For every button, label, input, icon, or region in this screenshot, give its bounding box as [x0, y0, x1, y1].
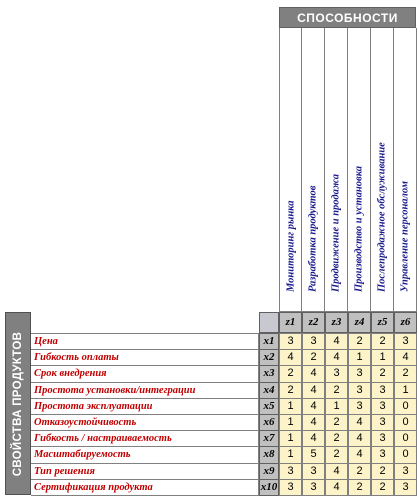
- value-cell: 2: [348, 333, 371, 350]
- value-cell: 4: [348, 446, 371, 463]
- value-cell: 0: [394, 430, 417, 447]
- property-label-x4: Простота установки/интеграции: [31, 382, 259, 399]
- capability-header-z5: [371, 28, 394, 312]
- value-cell: 4: [302, 382, 325, 399]
- value-cell: 2: [302, 349, 325, 366]
- property-code-x7: x7: [259, 430, 279, 447]
- value-cell: 2: [371, 333, 394, 350]
- property-code-x8: x8: [259, 446, 279, 463]
- value-cell: 1: [371, 349, 394, 366]
- properties-side-label: СВОЙСТВА ПРОДУКТОВ: [12, 331, 24, 476]
- property-label-x3: Срок внедрения: [31, 365, 259, 382]
- capability-label: Послепродажное обслуживание: [376, 142, 388, 292]
- value-cell: 4: [302, 398, 325, 415]
- value-cell: 4: [348, 430, 371, 447]
- capability-label: Мониторинг рынка: [285, 200, 296, 292]
- value-cell: 3: [279, 463, 302, 480]
- value-cell: 1: [394, 382, 417, 399]
- value-cell: 3: [371, 414, 394, 431]
- value-cell: 2: [394, 365, 417, 382]
- value-cell: 3: [279, 479, 302, 496]
- property-code-x6: x6: [259, 414, 279, 431]
- value-cell: 2: [348, 479, 371, 496]
- property-code-x1: x1: [259, 333, 279, 350]
- capability-label: Продвижение и продажа: [330, 174, 342, 292]
- property-label-x7: Гибкость / настраиваемость: [31, 430, 259, 447]
- property-code-x2: x2: [259, 349, 279, 366]
- capability-header-z6: [394, 28, 417, 312]
- value-cell: 4: [394, 349, 417, 366]
- properties-side-header: [5, 312, 31, 495]
- capability-label: Управление персоналом: [399, 181, 411, 292]
- capability-header-z4: [348, 28, 371, 312]
- property-code-x9: x9: [259, 463, 279, 480]
- capability-header-z2: [302, 28, 325, 312]
- property-label-x10: Сертификация продукта: [31, 479, 259, 496]
- value-cell: 3: [394, 479, 417, 496]
- property-label-x2: Гибкость оплаты: [31, 349, 259, 366]
- capability-code-z4: z4: [348, 312, 371, 333]
- value-cell: 3: [348, 382, 371, 399]
- value-cell: 0: [394, 414, 417, 431]
- capabilities-header: СПОСОБНОСТИ: [279, 7, 416, 28]
- value-cell: 3: [279, 333, 302, 350]
- value-cell: 2: [279, 365, 302, 382]
- value-cell: 3: [302, 479, 325, 496]
- value-cell: 4: [325, 463, 348, 480]
- property-label-x6: Отказоустойчивость: [31, 414, 259, 431]
- value-cell: 2: [371, 463, 394, 480]
- value-cell: 1: [279, 446, 302, 463]
- property-label-x9: Тип решения: [31, 463, 259, 480]
- value-cell: 3: [394, 463, 417, 480]
- value-cell: 2: [325, 446, 348, 463]
- value-cell: 2: [325, 430, 348, 447]
- value-cell: 3: [348, 365, 371, 382]
- value-cell: 3: [394, 333, 417, 350]
- capability-code-z5: z5: [371, 312, 394, 333]
- property-code-x10: x10: [259, 479, 279, 496]
- property-label-x8: Масштабируемость: [31, 446, 259, 463]
- value-cell: 2: [371, 365, 394, 382]
- value-cell: 1: [325, 398, 348, 415]
- value-cell: 3: [302, 463, 325, 480]
- value-cell: 3: [371, 382, 394, 399]
- value-cell: 2: [371, 479, 394, 496]
- value-cell: 3: [371, 430, 394, 447]
- value-cell: 3: [325, 365, 348, 382]
- property-code-x3: x3: [259, 365, 279, 382]
- value-cell: 1: [279, 398, 302, 415]
- value-cell: 4: [302, 365, 325, 382]
- value-cell: 3: [371, 398, 394, 415]
- capability-code-z2: z2: [302, 312, 325, 333]
- value-cell: 1: [279, 414, 302, 431]
- capability-code-z3: z3: [325, 312, 348, 333]
- value-cell: 0: [394, 398, 417, 415]
- capability-label: Производство и установка: [353, 165, 365, 292]
- property-code-x5: x5: [259, 398, 279, 415]
- value-cell: 4: [325, 333, 348, 350]
- value-cell: 4: [348, 414, 371, 431]
- value-cell: 1: [279, 430, 302, 447]
- value-cell: 2: [279, 382, 302, 399]
- capability-code-z6: z6: [394, 312, 417, 333]
- capability-header-z3: [325, 28, 348, 312]
- value-cell: 4: [325, 349, 348, 366]
- capability-label: Разработка продуктов: [307, 185, 319, 292]
- value-cell: 4: [302, 430, 325, 447]
- value-cell: 0: [394, 446, 417, 463]
- value-cell: 3: [302, 333, 325, 350]
- value-cell: 2: [348, 463, 371, 480]
- value-cell: 4: [279, 349, 302, 366]
- property-code-x4: x4: [259, 382, 279, 399]
- corner-cell: [259, 312, 279, 333]
- value-cell: 3: [348, 398, 371, 415]
- capability-code-z1: z1: [279, 312, 302, 333]
- value-cell: 4: [325, 479, 348, 496]
- value-cell: 2: [325, 382, 348, 399]
- value-cell: 4: [302, 414, 325, 431]
- value-cell: 5: [302, 446, 325, 463]
- value-cell: 1: [348, 349, 371, 366]
- property-label-x1: Цена: [31, 333, 259, 350]
- value-cell: 3: [371, 446, 394, 463]
- property-label-x5: Простота эксплуатации: [31, 398, 259, 415]
- capability-header-z1: [279, 28, 302, 312]
- value-cell: 2: [325, 414, 348, 431]
